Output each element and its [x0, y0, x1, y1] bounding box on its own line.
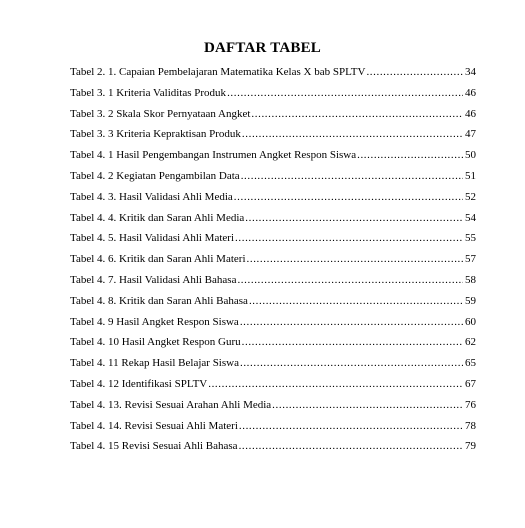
dot-leader — [239, 420, 463, 432]
entry-page-number: 55 — [465, 232, 476, 245]
entry-page-number: 60 — [465, 315, 476, 328]
toc-entry — [70, 316, 476, 337]
dot-leader — [245, 212, 463, 224]
dot-leader — [247, 253, 464, 265]
entry-page-number: 46 — [465, 107, 476, 120]
dot-leader — [227, 87, 463, 99]
entry-page-number: 78 — [465, 419, 476, 432]
entry-page-number: 51 — [465, 169, 476, 182]
toc-entry — [70, 108, 476, 129]
entry-label: Tabel 4. 13. Revisi Sesuai Arahan Ahli Media — [70, 398, 272, 411]
toc-entry — [70, 440, 476, 461]
dot-leader — [242, 128, 463, 140]
dot-leader — [234, 191, 463, 203]
dot-leader — [208, 378, 463, 390]
entry-label: Tabel 4. 8. Kritik dan Saran Ahli Bahasa — [70, 294, 248, 307]
toc-entry — [70, 128, 476, 149]
entry-label: Tabel 4. 9 Hasil Angket Respon Siswa — [70, 315, 239, 328]
entry-label: Tabel 4. 5. Hasil Validasi Ahli Materi — [70, 232, 235, 245]
entry-page-number: 52 — [465, 190, 476, 203]
toc-entry — [70, 170, 476, 191]
toc-entry — [70, 357, 476, 378]
toc-entry — [70, 66, 476, 87]
dot-leader — [241, 170, 463, 182]
entry-page-number: 54 — [465, 211, 476, 224]
entry-page-number: 65 — [465, 357, 476, 370]
entry-page-number: 79 — [465, 440, 476, 453]
toc-entry — [70, 378, 476, 399]
table-of-tables — [70, 66, 476, 461]
toc-entry — [70, 191, 476, 212]
entry-label: Tabel 4. 11 Rekap Hasil Belajar Siswa — [70, 357, 239, 370]
entry-label: Tabel 4. 12 Identifikasi SPLTV — [70, 377, 208, 390]
dot-leader — [240, 316, 463, 328]
entry-page-number: 62 — [465, 336, 476, 349]
toc-entry — [70, 399, 476, 420]
toc-entry — [70, 87, 476, 108]
entry-label: Tabel 4. 14. Revisi Sesuai Ahli Materi — [70, 419, 238, 432]
entry-page-number: 59 — [465, 294, 476, 307]
dot-leader — [251, 108, 463, 120]
toc-entry — [70, 295, 476, 316]
dot-leader — [239, 440, 463, 452]
entry-label: Tabel 4. 6. Kritik dan Saran Ahli Materi — [70, 253, 246, 266]
dot-leader — [357, 149, 463, 161]
entry-label: Tabel 3. 3 Kriteria Kepraktisan Produk — [70, 128, 241, 141]
entry-page-number: 76 — [465, 398, 476, 411]
entry-label: Tabel 3. 2 Skala Skor Pernyataan Angket — [70, 107, 251, 120]
entry-label: Tabel 4. 2 Kegiatan Pengambilan Data — [70, 169, 240, 182]
entry-page-number: 67 — [465, 377, 476, 390]
entry-page-number: 57 — [465, 253, 476, 266]
entry-label: Tabel 4. 3. Hasil Validasi Ahli Media — [70, 190, 233, 203]
entry-page-number: 46 — [465, 86, 476, 99]
dot-leader — [272, 399, 463, 411]
entry-page-number: 34 — [465, 66, 476, 78]
toc-entry — [70, 420, 476, 441]
toc-entry — [70, 149, 476, 170]
entry-page-number: 50 — [465, 149, 476, 162]
dot-leader — [235, 232, 463, 244]
toc-entry — [70, 212, 476, 233]
entry-label: Tabel 4. 1 Hasil Pengembangan Instrumen Angket Respon Siswa — [70, 149, 357, 162]
toc-entry — [70, 274, 476, 295]
page-title: DAFTAR TABEL — [203, 40, 321, 56]
dot-leader — [237, 274, 463, 286]
toc-entry — [70, 336, 476, 357]
entry-label: Tabel 2. 1. Capaian Pembelajaran Matematika Kelas X bab SPLTV — [70, 66, 366, 78]
dot-leader — [249, 295, 463, 307]
toc-entry — [70, 253, 476, 274]
dot-leader — [366, 66, 463, 78]
entry-page-number: 58 — [465, 273, 476, 286]
entry-label: Tabel 4. 7. Hasil Validasi Ahli Bahasa — [70, 273, 237, 286]
entry-label: Tabel 4. 15 Revisi Sesuai Ahli Bahasa — [70, 440, 238, 453]
entry-label: Tabel 3. 1 Kriteria Validitas Produk — [70, 86, 227, 99]
entry-page-number: 47 — [465, 128, 476, 141]
toc-entry — [70, 232, 476, 253]
entry-label: Tabel 4. 4. Kritik dan Saran Ahli Media — [70, 211, 245, 224]
entry-label: Tabel 4. 10 Hasil Angket Respon Guru — [70, 336, 241, 349]
dot-leader — [242, 336, 463, 348]
dot-leader — [240, 357, 463, 369]
